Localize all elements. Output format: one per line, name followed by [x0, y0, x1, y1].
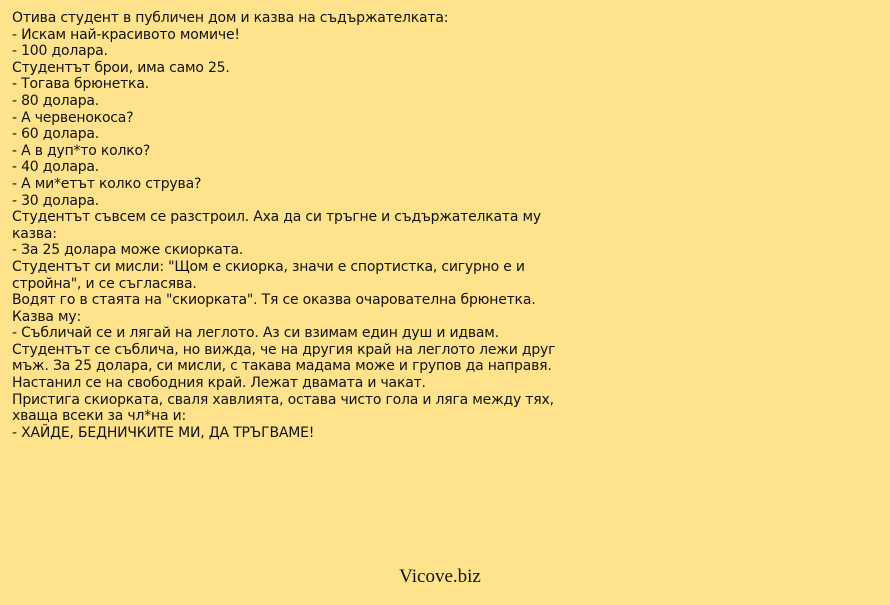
joke-line: Студентът съвсем се разстроил. Аха да си тръгне и съдържателката му казва:	[12, 209, 541, 242]
joke-line: - 30 долара.	[12, 192, 100, 209]
joke-line: - За 25 долара може скиорката.	[12, 242, 244, 259]
joke-line: - 40 долара.	[12, 159, 100, 176]
joke-punchline: - ХАЙДЕ, БЕДНИЧКИТЕ МИ, ДА ТРЪГВАМЕ!	[12, 424, 315, 441]
joke-line: Пристига скиорката, сваля хавлията, остава чисто гола и ляга между тях, хваща всеки за чл*на и:	[12, 391, 554, 425]
joke-line: Студентът си мисли: "Щом е скиорка, значи е спортистка, сигурно е и стройна", и се съгласява.	[12, 258, 525, 292]
joke-line: - 100 долара.	[12, 43, 108, 60]
joke-line: - А в дуп*то колко?	[12, 142, 151, 159]
joke-text	[12, 10, 572, 441]
joke-line: Студентът брои, има само 25.	[12, 59, 230, 76]
joke-line: - 60 долара.	[12, 126, 100, 143]
joke-line: Водят го в стаята на "скиорката". Тя се оказва очарователна брюнетка. Казва му:	[12, 292, 536, 325]
joke-line: Отива студент в публичен дом и казва на съдържателката:	[12, 10, 449, 26]
joke-line: - А ми*етът колко струва?	[12, 175, 202, 192]
site-watermark: Vicove.biz	[399, 566, 481, 587]
joke-line: - А червенокоса?	[12, 109, 134, 126]
joke-line: - Искам най-красивото момиче!	[12, 26, 240, 43]
joke-line: - 80 долара.	[12, 92, 100, 109]
joke-line: - Събличай се и лягай на леглото. Аз си взимам един душ и идвам.	[12, 325, 499, 342]
joke-line: Студентът се съблича, но вижда, че на другия край на леглото лежи друг мъж. За 25 долара, си мисли, с такава мадама може и групов да направя. Настанил се на свободния край. Лежат двамата и чакат.	[12, 341, 556, 392]
joke-line: - Тогава брюнетка.	[12, 76, 149, 93]
